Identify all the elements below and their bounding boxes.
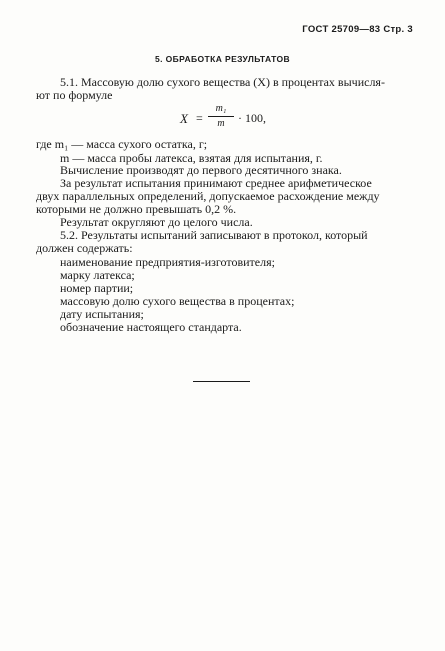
- list-item: дату испытания;: [60, 307, 144, 321]
- rounding-note: Результат округляют до целого числа.: [60, 215, 253, 229]
- paragraph-5-2-line-2: должен содержать:: [36, 241, 133, 255]
- paragraph-result-line-2: двух параллельных определений, допускаемое расхождение между: [36, 189, 380, 203]
- paragraph-5-2-line-1: 5.2. Результаты испытаний записывают в протокол, который: [60, 228, 368, 242]
- list-item: обозначение настоящего стандарта.: [60, 320, 242, 334]
- list-item: номер партии;: [60, 281, 134, 295]
- list-item: наименование предприятия-изготовителя;: [60, 255, 275, 269]
- paragraph-result-line-1: За результат испытания принимают среднее арифметическое: [60, 176, 372, 190]
- fraction-bar: [208, 116, 234, 117]
- paragraph-5-1-line-1: 5.1. Массовую долю сухого вещества (X) в процентах вычисля-: [60, 75, 385, 89]
- section-title: 5. ОБРАБОТКА РЕЗУЛЬТАТОВ: [154, 54, 291, 64]
- formula-fraction: [208, 104, 234, 129]
- list-item: массовую долю сухого вещества в процентах;: [60, 294, 295, 308]
- calculation-note: Вычисление производят до первого десятичного знака.: [60, 163, 342, 177]
- formula-denominator: m: [217, 118, 225, 129]
- list-item: марку латекса;: [60, 268, 135, 282]
- paragraph-result-line-3: которыми не должно превышать 0,2 %.: [36, 202, 237, 216]
- end-rule: [193, 381, 250, 382]
- where-line-2: m — масса пробы латекса, взятая для испытания, г.: [60, 151, 323, 165]
- paragraph-5-1-line-2: ют по формуле: [36, 88, 113, 102]
- formula-numerator: m₁: [215, 103, 227, 114]
- page-header: ГОСТ 25709—83 Стр. 3: [302, 24, 413, 35]
- formula-equals: =: [196, 111, 203, 125]
- formula-lhs: X: [180, 111, 188, 126]
- where-line-1: где m₁ — масса сухого остатка, г;: [36, 137, 208, 151]
- formula-multiplier: · 100,: [238, 111, 266, 125]
